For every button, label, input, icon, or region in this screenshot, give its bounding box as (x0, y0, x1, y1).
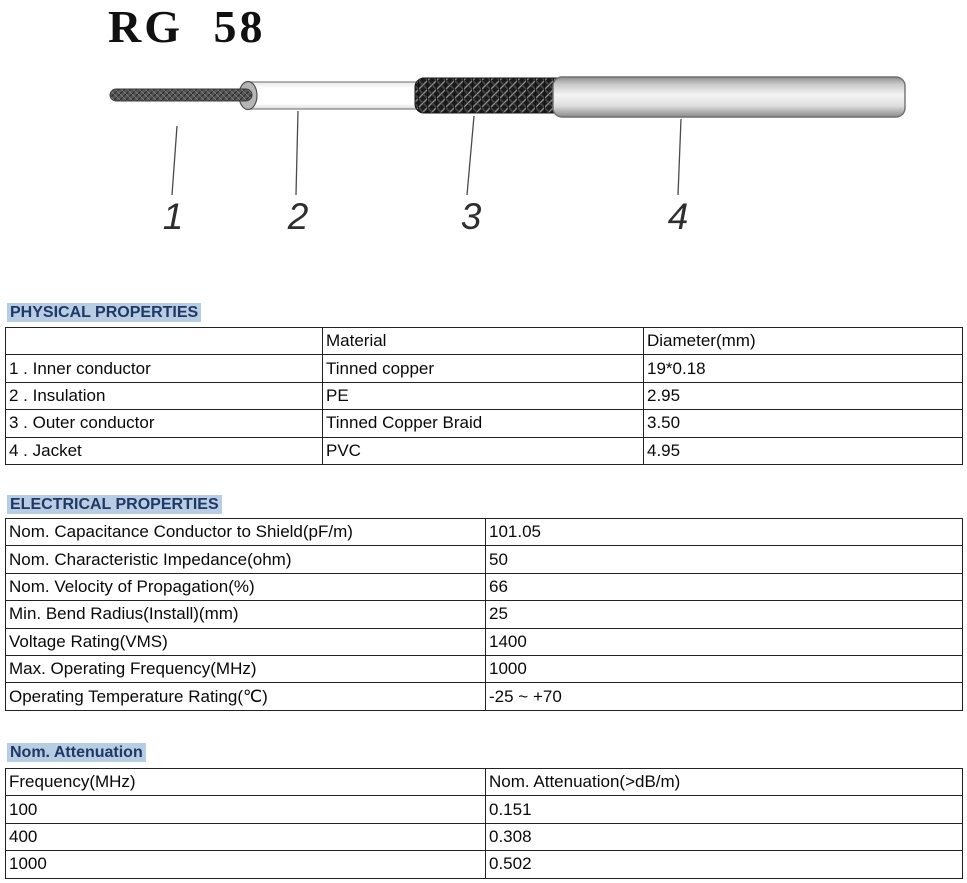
physical-properties-table (5, 327, 963, 465)
cell-frequency: 100 (6, 796, 486, 823)
header-cell-frequency: Frequency(MHz) (6, 769, 486, 796)
cell-material: PVC (323, 437, 644, 464)
cell-value: 0.151 (486, 796, 963, 823)
attenuation-table-wrap (5, 768, 962, 879)
outer-conductor-section (415, 78, 565, 113)
table-row (6, 823, 963, 850)
header-cell-diameter: Diameter(mm) (644, 328, 963, 355)
cell-value: 66 (486, 573, 963, 600)
electrical-properties-heading: ELECTRICAL PROPERTIES (7, 495, 222, 514)
cell-diameter: 4.95 (644, 437, 963, 464)
electrical-properties-table-wrap (5, 518, 962, 711)
cell-property: Operating Temperature Rating(℃) (6, 683, 486, 710)
cell-diameter: 19*0.18 (644, 355, 963, 382)
cable-cutaway-diagram (0, 58, 967, 203)
table-header-row (6, 769, 963, 796)
leader-line-2 (296, 111, 298, 195)
cell-property: Nom. Characteristic Impedance(ohm) (6, 546, 486, 573)
leader-line-1 (172, 126, 177, 195)
cell-property: Voltage Rating(VMS) (6, 628, 486, 655)
table-row (6, 601, 963, 628)
cell-frequency: 400 (6, 823, 486, 850)
table-row (6, 355, 963, 382)
jacket-section (553, 77, 905, 117)
table-row (6, 683, 963, 710)
cell-diameter: 2.95 (644, 382, 963, 409)
header-cell-part (6, 328, 323, 355)
cell-value: 101.05 (486, 519, 963, 546)
inner-conductor-section (110, 89, 252, 101)
cell-diameter: 3.50 (644, 410, 963, 437)
cell-value: 1000 (486, 655, 963, 682)
cell-value: 0.308 (486, 823, 963, 850)
table-row (6, 410, 963, 437)
attenuation-table (5, 768, 963, 879)
leader-line-3 (467, 116, 474, 195)
leader-line-4 (678, 119, 681, 195)
physical-properties-heading: PHYSICAL PROPERTIES (7, 303, 201, 322)
cell-part-name: 3 . Outer conductor (6, 410, 323, 437)
cell-property: Nom. Velocity of Propagation(%) (6, 573, 486, 600)
table-row (6, 546, 963, 573)
cell-material: Tinned copper (323, 355, 644, 382)
cell-value: -25 ~ +70 (486, 683, 963, 710)
cell-frequency: 1000 (6, 851, 486, 878)
part-label-2: 2 (287, 196, 309, 237)
part-label-3: 3 (460, 196, 482, 237)
insulation-section (247, 82, 421, 109)
cell-value: 1400 (486, 628, 963, 655)
part-label-1: 1 (162, 196, 184, 237)
cell-property: Nom. Capacitance Conductor to Shield(pF/m) (6, 519, 486, 546)
cell-part-name: 2 . Insulation (6, 382, 323, 409)
cell-material: Tinned Copper Braid (323, 410, 644, 437)
cell-property: Min. Bend Radius(Install)(mm) (6, 601, 486, 628)
page-title: RG 58 (108, 1, 266, 52)
cell-part-name: 1 . Inner conductor (6, 355, 323, 382)
header-cell-material: Material (323, 328, 644, 355)
physical-properties-table-wrap (5, 327, 962, 465)
table-row (6, 519, 963, 546)
cell-part-name: 4 . Jacket (6, 437, 323, 464)
header-cell-attenuation: Nom. Attenuation(>dB/m) (486, 769, 963, 796)
attenuation-heading: Nom. Attenuation (7, 743, 146, 762)
table-header-row (6, 328, 963, 355)
part-label-4: 4 (667, 196, 689, 237)
table-row (6, 437, 963, 464)
cell-property: Max. Operating Frequency(MHz) (6, 655, 486, 682)
table-row (6, 573, 963, 600)
table-row (6, 796, 963, 823)
table-row (6, 851, 963, 878)
cell-material: PE (323, 382, 644, 409)
table-row (6, 382, 963, 409)
cell-value: 25 (486, 601, 963, 628)
table-row (6, 628, 963, 655)
table-row (6, 655, 963, 682)
cell-value: 0.502 (486, 851, 963, 878)
electrical-properties-table (5, 518, 963, 711)
cell-value: 50 (486, 546, 963, 573)
